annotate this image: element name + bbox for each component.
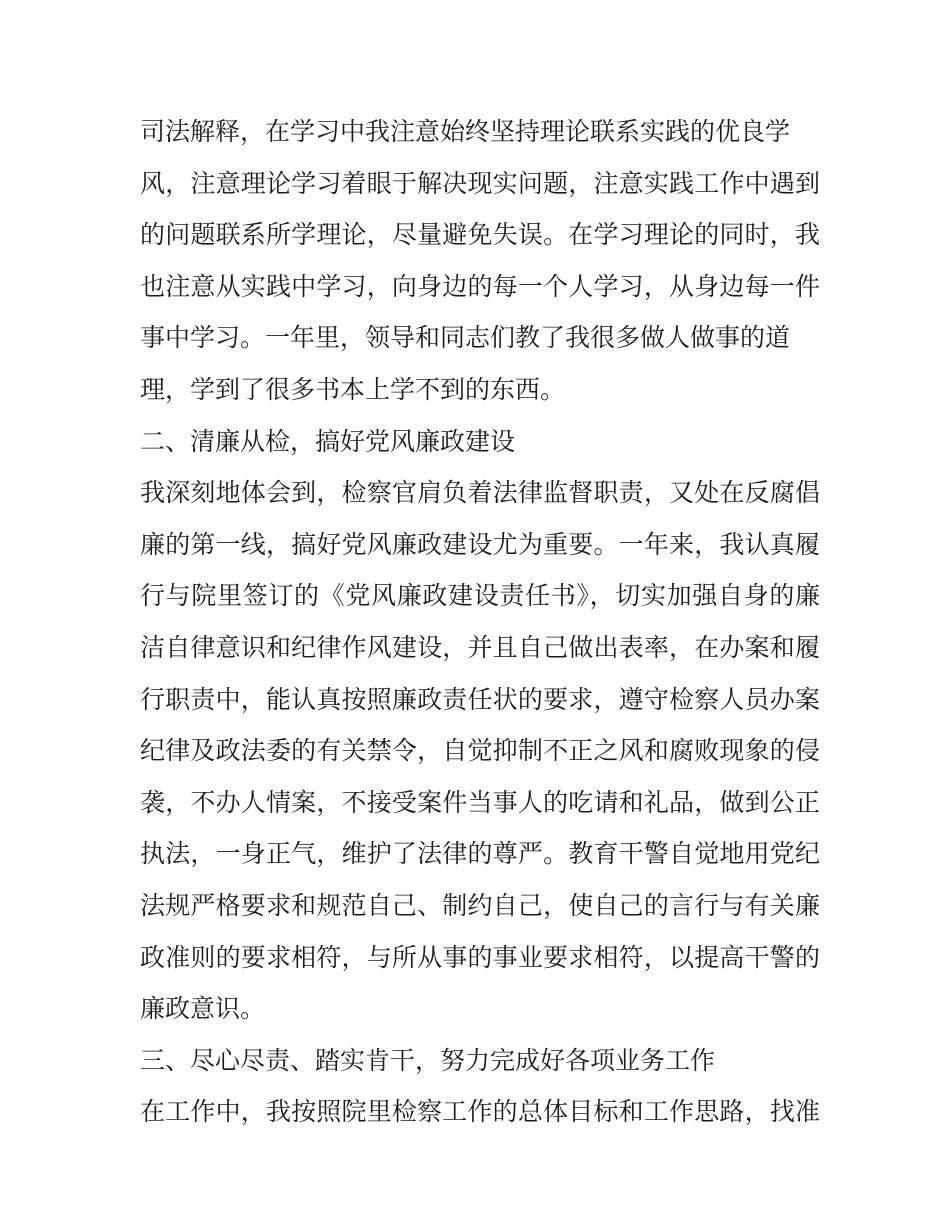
text-line: 行与院里签订的《党风廉政建设责任书》，切实加强自身的廉 (140, 581, 820, 611)
text-line: 廉政意识。 (140, 994, 266, 1024)
text-line: 风，注意理论学习着眼于解决现实问题，注意实践工作中遇到 (140, 168, 820, 198)
text-line: 廉的第一线，搞好党风廉政建设尤为重要。一年来，我认真履 (140, 529, 820, 559)
text-line: 纪律及政法委的有关禁令，自觉抑制不正之风和腐败现象的侵 (140, 736, 820, 766)
text-line: 行职责中，能认真按照廉政责任状的要求，遵守检察人员办案 (140, 684, 820, 714)
text-line: 在工作中，我按照院里检察工作的总体目标和工作思路，找准 (140, 1097, 820, 1127)
text-line: 政准则的要求相符，与所从事的事业要求相符，以提高干警的 (140, 942, 820, 972)
text-line: 法规严格要求和规范自己、制约自己，使自己的言行与有关廉 (140, 890, 820, 920)
text-line: 理，学到了很多书本上学不到的东西。 (140, 374, 566, 404)
text-line: 袭，不办人情案，不接受案件当事人的吃请和礼品，做到公正 (140, 787, 820, 817)
body-text (140, 106, 820, 1138)
text-line: 也注意从实践中学习，向身边的每一个人学习，从身边每一件 (140, 271, 820, 301)
text-line: 司法解释，在学习中我注意始终坚持理论联系实践的优良学 (140, 117, 791, 146)
text-line: 的问题联系所学理论，尽量避免失误。在学习理论的同时，我 (140, 220, 820, 250)
text-line: 事中学习。一年里，领导和同志们教了我很多做人做事的道 (140, 323, 791, 353)
text-line: 我深刻地体会到，检察官肩负着法律监督职责，又处在反腐倡 (140, 478, 820, 508)
text-line: 洁自律意识和纪律作风建设，并且自己做出表率，在办案和履 (140, 632, 820, 662)
text-line: 二、清廉从检，搞好党风廉政建设 (140, 426, 516, 456)
text-line: 执法，一身正气，维护了法律的尊严。教育干警自觉地用党纪 (140, 839, 820, 869)
text-line: 三、尽心尽责、踏实肯干，努力完成好各项业务工作 (140, 1045, 716, 1075)
